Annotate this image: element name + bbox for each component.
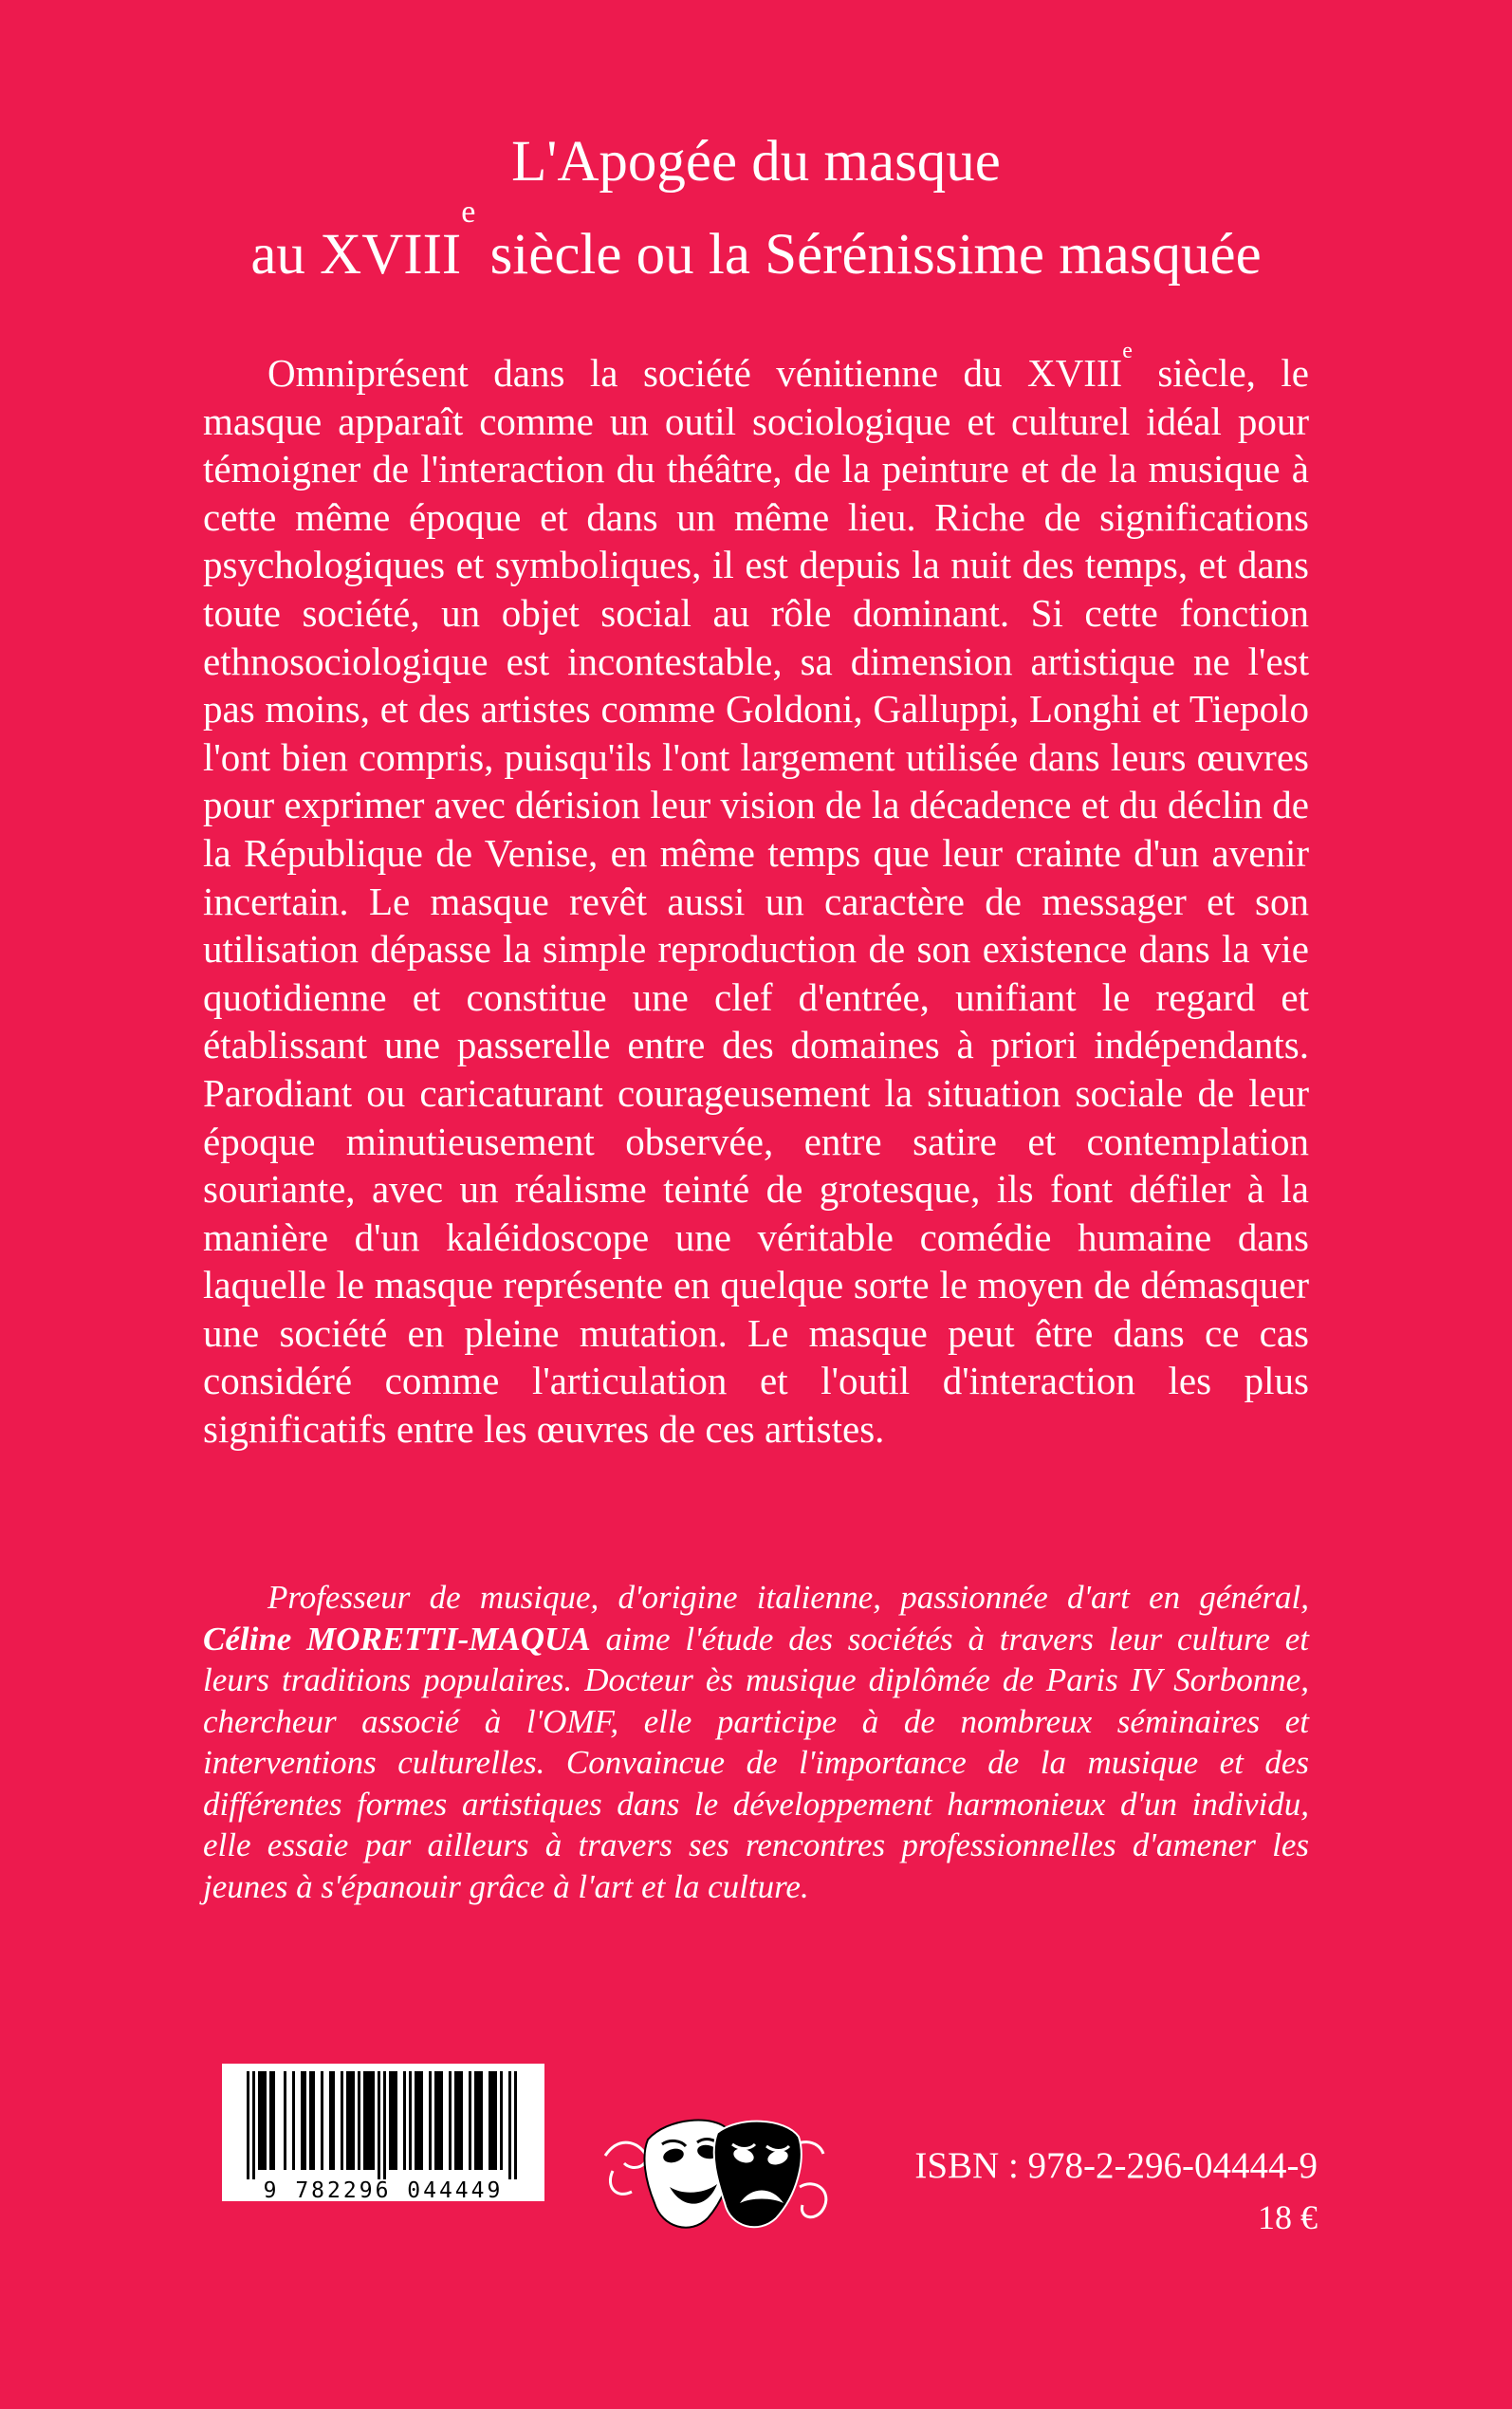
barcode-bar bbox=[434, 2071, 437, 2170]
barcode-bar bbox=[440, 2071, 443, 2170]
barcode-bar bbox=[372, 2071, 375, 2170]
barcode-bar bbox=[415, 2071, 417, 2170]
barcode-bar bbox=[252, 2071, 255, 2179]
barcode-bar bbox=[349, 2071, 352, 2170]
barcode-bar bbox=[378, 2071, 380, 2179]
barcode-bar bbox=[508, 2071, 511, 2179]
theatre-masks-icon bbox=[596, 2097, 842, 2239]
barcode-bar bbox=[352, 2071, 355, 2170]
isbn-barcode bbox=[222, 2064, 544, 2201]
barcode-bar bbox=[449, 2071, 452, 2170]
isbn-number: ISBN : 978-2-296-04444-9 bbox=[914, 2145, 1318, 2186]
barcode-bar bbox=[258, 2071, 261, 2170]
book-title bbox=[0, 116, 1512, 302]
barcode-bar bbox=[329, 2071, 332, 2170]
barcode-bar bbox=[494, 2071, 497, 2170]
barcode-bar bbox=[409, 2071, 412, 2170]
barcode-bar bbox=[312, 2071, 315, 2170]
barcode-bar bbox=[304, 2071, 306, 2170]
barcode-bar bbox=[301, 2071, 304, 2170]
book-summary: Omniprésent dans la société vénitienne du XVIIIe siècle, le masque apparaît comme un outil sociologique et culturel idéal pour témoigner de l'interaction du théâtre, de la peinture et de la musique à cette même époque et dans un même lieu. Riche de significations psychologiques et symboliques, il est depuis la nuit des temps, et dans toute société, un objet social au rôle dominant. Si cette fonction ethnosociologique est incontestable, sa dimension artistique ne l'est pas moins, et des artistes comme Goldoni, Galluppi, Longhi et Tiepolo l'ont bien compris, puisqu'ils l'ont largement utilisée dans leurs œuvres pour exprimer avec dérision leur vision de la décadence et du déclin de la République de Venise, en même temps que leur crainte d'un avenir incertain. Le masque revêt aussi un caractère de messager et son utilisation dépasse la simple reproduction de son existence dans la vie quotidienne et constitue une clef d'entrée, unifiant le regard et établissant une passerelle entre des domaines à priori indépendants. Parodiant ou caricaturant courageusement la situation sociale de leur époque minutieusement observée, entre satire et contemplation souriante, avec un réalisme teinté de grotesque, ils font défiler à la manière d'un kaléidoscope une véritable comédie humaine dans laquelle le masque représente en quelque sorte le moyen de démasquer une société en pleine mutation. Le masque peut être dans ce cas considéré comme l'articulation et l'outil d'interaction les plus significatifs entre les œuvres de ces artistes. bbox=[203, 339, 1309, 1452]
barcode-bar bbox=[429, 2071, 432, 2170]
barcode-bar bbox=[457, 2071, 460, 2170]
barcode-bar bbox=[272, 2071, 275, 2170]
barcode-bar bbox=[332, 2071, 335, 2170]
barcode-bar bbox=[477, 2071, 480, 2170]
barcode-bar bbox=[366, 2071, 369, 2170]
barcode-bar bbox=[261, 2071, 264, 2170]
barcode-bar bbox=[395, 2071, 397, 2170]
book-price: 18 € bbox=[1258, 2198, 1318, 2236]
barcode-bar bbox=[321, 2071, 323, 2170]
barcode-bar bbox=[346, 2071, 349, 2170]
barcode-bar bbox=[358, 2071, 360, 2170]
barcode-bar bbox=[437, 2071, 440, 2170]
barcode-bar bbox=[247, 2071, 249, 2179]
barcode-bar bbox=[480, 2071, 483, 2170]
barcode-digits: 9 782296 044449 bbox=[263, 2178, 504, 2203]
barcode-bar bbox=[417, 2071, 420, 2170]
barcode-bar bbox=[514, 2071, 517, 2179]
barcode-bar bbox=[454, 2071, 457, 2170]
barcode-bar bbox=[389, 2071, 392, 2170]
barcode-bar bbox=[489, 2071, 491, 2170]
barcode-bar bbox=[500, 2071, 503, 2170]
barcode-bar bbox=[491, 2071, 494, 2170]
barcode-bar bbox=[420, 2071, 423, 2170]
barcode-bar bbox=[403, 2071, 406, 2170]
author-name: Céline MORETTI-MAQUA bbox=[203, 1620, 591, 1658]
barcode-bar bbox=[460, 2071, 463, 2170]
barcode-bar bbox=[292, 2071, 295, 2170]
barcode-bar bbox=[269, 2071, 272, 2170]
barcode-bar bbox=[369, 2071, 372, 2170]
barcode-bar bbox=[383, 2071, 386, 2179]
barcode-bar bbox=[309, 2071, 312, 2170]
title-line-1: L'Apogée du masque bbox=[511, 130, 1001, 194]
barcode-bars bbox=[222, 2064, 544, 2179]
barcode-bar bbox=[284, 2071, 286, 2170]
title-line-2: au XVIIIe siècle ou la Sérénissime masquée bbox=[250, 195, 1262, 287]
barcode-bar bbox=[264, 2071, 267, 2170]
barcode-bar bbox=[474, 2071, 477, 2170]
author-bio: Professeur de musique, d'origine italienne, passionnée d'art en général, Céline MORETTI-MAQUA aime l'étude des sociétés à travers leur culture et leurs traditions populaires. Docteur ès musique diplômée de Paris IV Sorbonne, chercheur associé à l'OMF, elle participe à de nombreux séminaires et interventions culturelles. Convaincue de l'importance de la musique et des différentes formes artistiques dans le développement harmonieux d'un individu, elle essaie par ailleurs à travers ses rencontres professionnelles d'amener les jeunes à s'épanouir grâce à l'art et la culture. bbox=[203, 1579, 1309, 1905]
barcode-bar bbox=[469, 2071, 471, 2170]
barcode-bar bbox=[392, 2071, 395, 2170]
barcode-bar bbox=[341, 2071, 343, 2170]
barcode-bar bbox=[363, 2071, 366, 2170]
